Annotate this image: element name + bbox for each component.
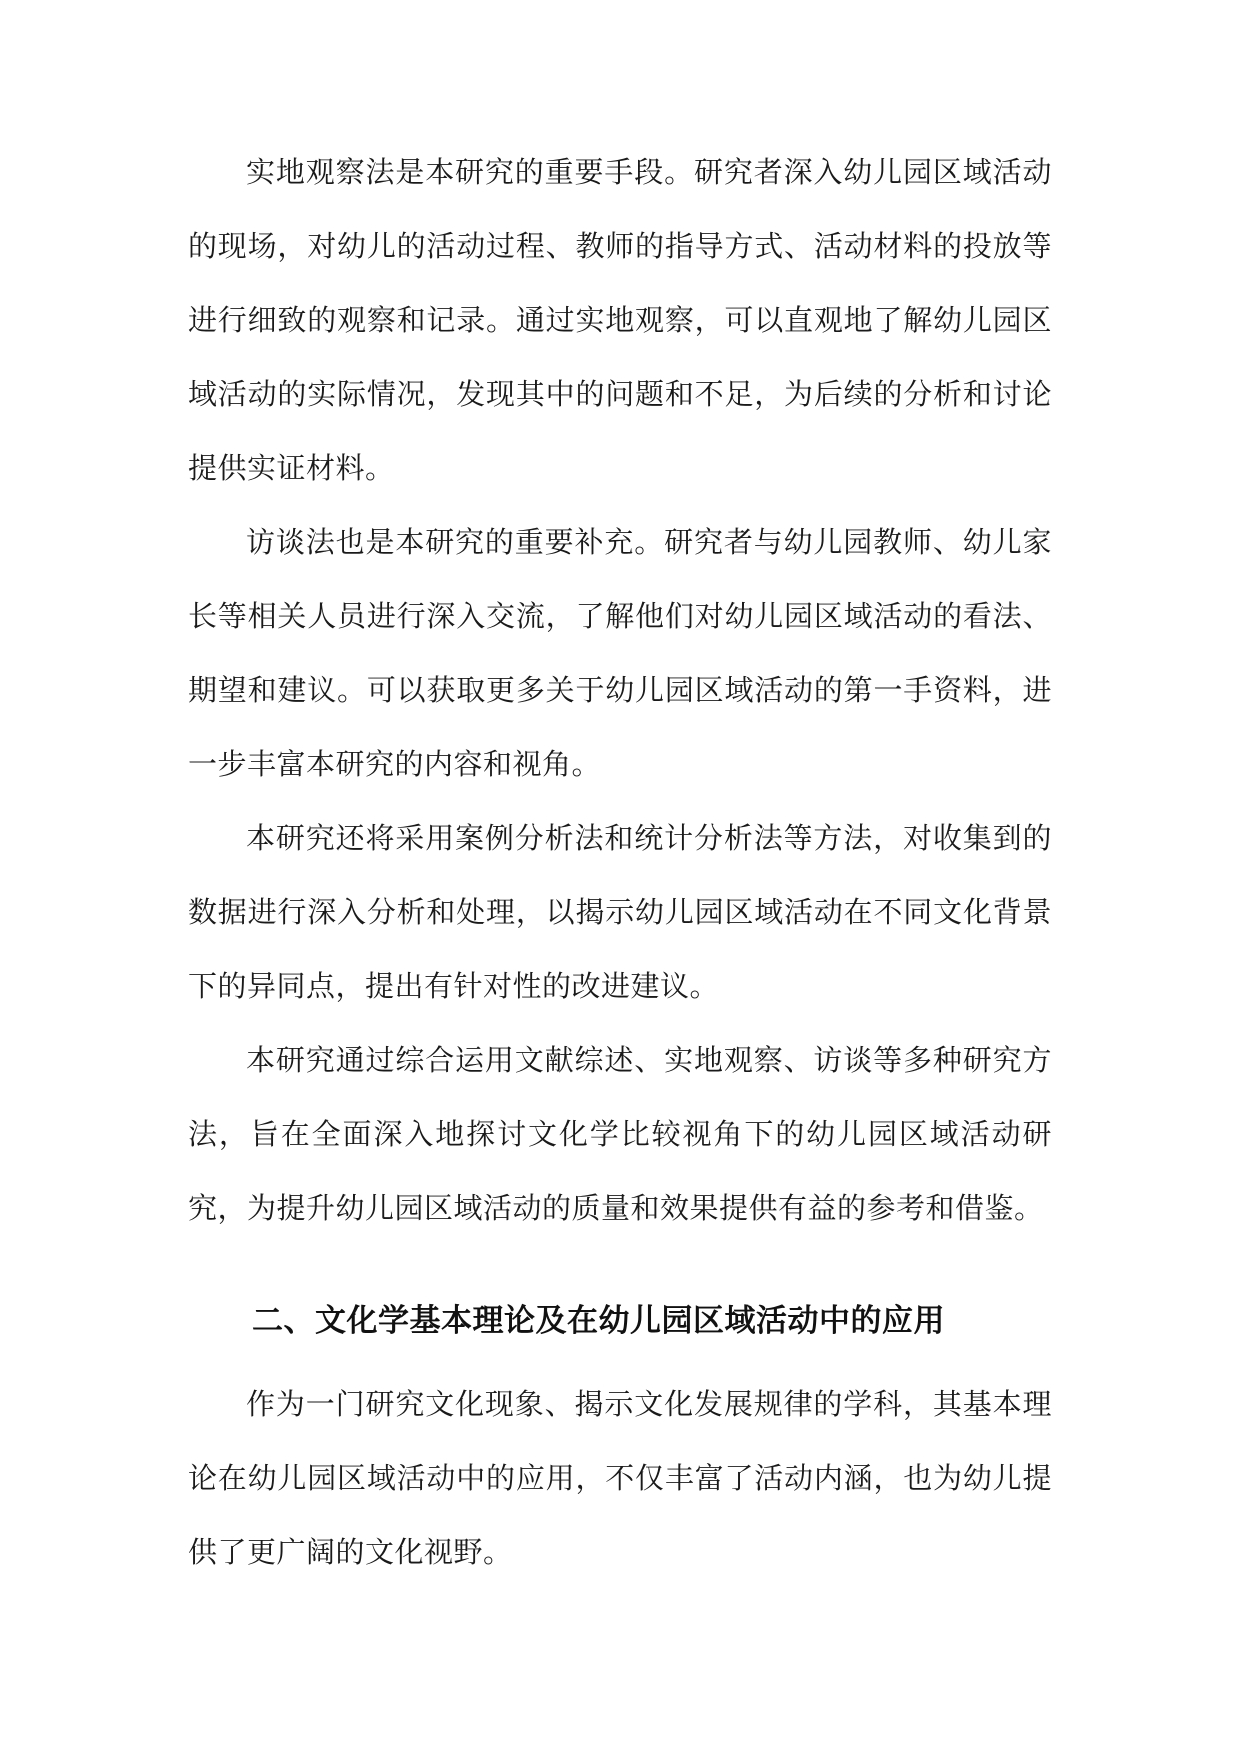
paragraph-methods-summary: 本研究通过综合运用文献综述、实地观察、访谈等多种研究方法，旨在全面深入地探讨文化学比较视角下的幼儿园区域活动研究，为提升幼儿园区域活动的质量和效果提供有益的参考和借鉴。 (188, 1043, 1052, 1225)
document-body (188, 135, 1052, 1589)
paragraph-cultural-theory-intro: 作为一门研究文化现象、揭示文化发展规律的学科，其基本理论在幼儿园区域活动中的应用，不仅丰富了活动内涵，也为幼儿提供了更广阔的文化视野。 (188, 1387, 1052, 1569)
paragraph-field-observation: 实地观察法是本研究的重要手段。研究者深入幼儿园区域活动的现场，对幼儿的活动过程、教师的指导方式、活动材料的投放等进行细致的观察和记录。通过实地观察，可以直观地了解幼儿园区域活动的实际情况，发现其中的问题和不足，为后续的分析和讨论提供实证材料。 (188, 155, 1052, 485)
paragraph-interview-method: 访谈法也是本研究的重要补充。研究者与幼儿园教师、幼儿家长等相关人员进行深入交流，了解他们对幼儿园区域活动的看法、期望和建议。可以获取更多关于幼儿园区域活动的第一手资料，进一步丰富本研究的内容和视角。 (188, 525, 1052, 781)
paragraph-case-statistical-analysis: 本研究还将采用案例分析法和统计分析法等方法，对收集到的数据进行深入分析和处理，以揭示幼儿园区域活动在不同文化背景下的异同点，提出有针对性的改进建议。 (188, 821, 1052, 1003)
section-heading: 二、文化学基本理论及在幼儿园区域活动中的应用 (252, 1303, 945, 1339)
